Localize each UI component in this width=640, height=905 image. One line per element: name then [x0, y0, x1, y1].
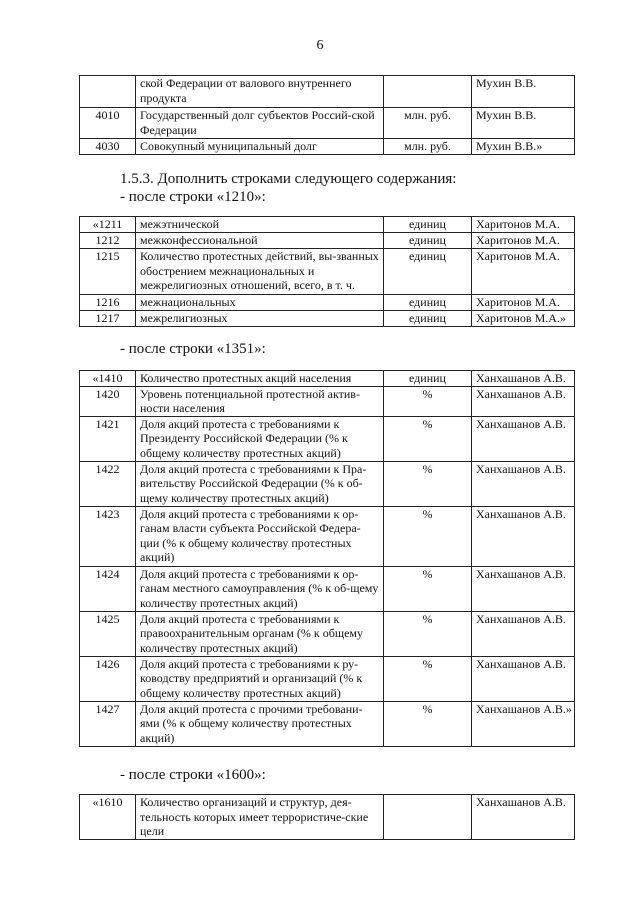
table-row	[80, 611, 575, 656]
table-row	[80, 701, 575, 746]
row-name: межэтнической	[136, 217, 384, 233]
row-responsible: Харитонов М.А.»	[472, 311, 575, 327]
row-name: межконфессиональной	[136, 233, 384, 249]
row-unit: единиц	[384, 311, 472, 327]
row-code	[80, 76, 136, 108]
row-code: 1217	[80, 311, 136, 327]
table-after-1351	[79, 370, 575, 747]
row-code: «1211	[80, 217, 136, 233]
page-number: 6	[316, 38, 324, 53]
table-row	[80, 233, 575, 249]
row-name: Доля акций протеста с требованиями к Пра-вительству Российской Федерации (% к об-щему количеству протестных акций)	[136, 461, 384, 506]
table-row	[80, 461, 575, 506]
table-row	[80, 566, 575, 611]
row-unit: %	[384, 566, 472, 611]
paragraph-1-5-3	[120, 170, 456, 206]
row-responsible: Ханхашанов А.В.»	[472, 701, 575, 746]
table-row	[80, 416, 575, 461]
table-row	[80, 311, 575, 327]
row-name: Уровень потенциальной протестной актив-ности населения	[136, 386, 384, 416]
row-name: Доля акций протеста с требованиями к правоохранительным органам (% к общему количеству протестных акций)	[136, 611, 384, 656]
row-responsible: Ханхашанов А.В.	[472, 506, 575, 566]
row-code: «1610	[80, 795, 136, 840]
row-responsible: Харитонов М.А.	[472, 295, 575, 311]
row-unit: %	[384, 386, 472, 416]
row-code: 1421	[80, 416, 136, 461]
row-unit: единиц	[384, 371, 472, 387]
row-unit: %	[384, 506, 472, 566]
row-name: Количество протестных акций населения	[136, 371, 384, 387]
row-code: 1426	[80, 656, 136, 701]
row-code: 1216	[80, 295, 136, 311]
row-responsible: Ханхашанов А.В.	[472, 795, 575, 840]
paragraph-after-1351: - после строки «1351»:	[120, 341, 266, 357]
row-name: межрелигиозных	[136, 311, 384, 327]
row-name: Совокупный муниципальный долг	[136, 139, 384, 155]
row-code: 1215	[80, 249, 136, 295]
row-code: 4030	[80, 139, 136, 155]
row-unit: %	[384, 611, 472, 656]
row-name: Количество протестных действий, вы-званных обострением межнациональных и межрелигиозных отношений, всего, в т. ч.	[136, 249, 384, 295]
row-responsible: Мухин В.В.	[472, 108, 575, 139]
table-after-1600	[79, 794, 575, 840]
row-name: Государственный долг субъектов Россий-ской Федерации	[136, 108, 384, 139]
paragraph-subheading: - после строки «1210»:	[120, 189, 266, 205]
row-unit: %	[384, 416, 472, 461]
row-code: 1422	[80, 461, 136, 506]
row-unit	[384, 76, 472, 108]
row-code: 1212	[80, 233, 136, 249]
table-row	[80, 108, 575, 139]
row-code: «1410	[80, 371, 136, 387]
row-responsible: Харитонов М.А.	[472, 249, 575, 295]
row-name: Доля акций протеста с требованиями к ру-ководству предприятий и организаций (% к общему количеству протестных акций)	[136, 656, 384, 701]
table-row	[80, 795, 575, 840]
row-unit: единиц	[384, 249, 472, 295]
row-code: 1420	[80, 386, 136, 416]
row-responsible: Мухин В.В.	[472, 76, 575, 108]
row-name: межнациональных	[136, 295, 384, 311]
row-code: 1425	[80, 611, 136, 656]
row-unit: единиц	[384, 295, 472, 311]
row-unit: %	[384, 656, 472, 701]
table-row	[80, 76, 575, 108]
row-responsible: Ханхашанов А.В.	[472, 386, 575, 416]
row-name: ской Федерации от валового внутреннего продукта	[136, 76, 384, 108]
row-unit: %	[384, 701, 472, 746]
row-unit: единиц	[384, 217, 472, 233]
row-responsible: Ханхашанов А.В.	[472, 656, 575, 701]
paragraph-heading: 1.5.3. Дополнить строками следующего содержания:	[120, 171, 457, 187]
row-responsible: Ханхашанов А.В.	[472, 371, 575, 387]
table-continuation	[79, 75, 575, 155]
row-responsible: Харитонов М.А.	[472, 233, 575, 249]
row-code: 1423	[80, 506, 136, 566]
table-row	[80, 139, 575, 155]
table-row	[80, 656, 575, 701]
table-row	[80, 249, 575, 295]
row-responsible: Мухин В.В.»	[472, 139, 575, 155]
row-name: Доля акций протеста с требованиями к Президенту Российской Федерации (% к общему количеству протестных акций)	[136, 416, 384, 461]
row-unit: млн. руб.	[384, 108, 472, 139]
row-unit: %	[384, 461, 472, 506]
row-responsible: Харитонов М.А.	[472, 217, 575, 233]
paragraph-after-1600: - после строки «1600»:	[120, 767, 266, 783]
row-name: Доля акций протеста с прочими требовани-ями (% к общему количеству протестных акций)	[136, 701, 384, 746]
row-unit	[384, 795, 472, 840]
table-row	[80, 371, 575, 387]
row-name: Доля акций протеста с требованиями к ор-ганам местного самоуправления (% к об-щему количеству протестных акций)	[136, 566, 384, 611]
row-name: Доля акций протеста с требованиями к ор-ганам власти субъекта Российской Федера-ции (% к общему количеству протестных акций)	[136, 506, 384, 566]
table-row	[80, 217, 575, 233]
table-after-1210	[79, 216, 575, 327]
table-row	[80, 506, 575, 566]
table-row	[80, 386, 575, 416]
table-row	[80, 295, 575, 311]
row-unit: млн. руб.	[384, 139, 472, 155]
row-code: 1427	[80, 701, 136, 746]
row-responsible: Ханхашанов А.В.	[472, 416, 575, 461]
row-responsible: Ханхашанов А.В.	[472, 611, 575, 656]
row-responsible: Ханхашанов А.В.	[472, 566, 575, 611]
row-code: 4010	[80, 108, 136, 139]
row-responsible: Ханхашанов А.В.	[472, 461, 575, 506]
row-name: Количество организаций и структур, дея-тельность которых имеет террористиче-ские цели	[136, 795, 384, 840]
row-unit: единиц	[384, 233, 472, 249]
row-code: 1424	[80, 566, 136, 611]
